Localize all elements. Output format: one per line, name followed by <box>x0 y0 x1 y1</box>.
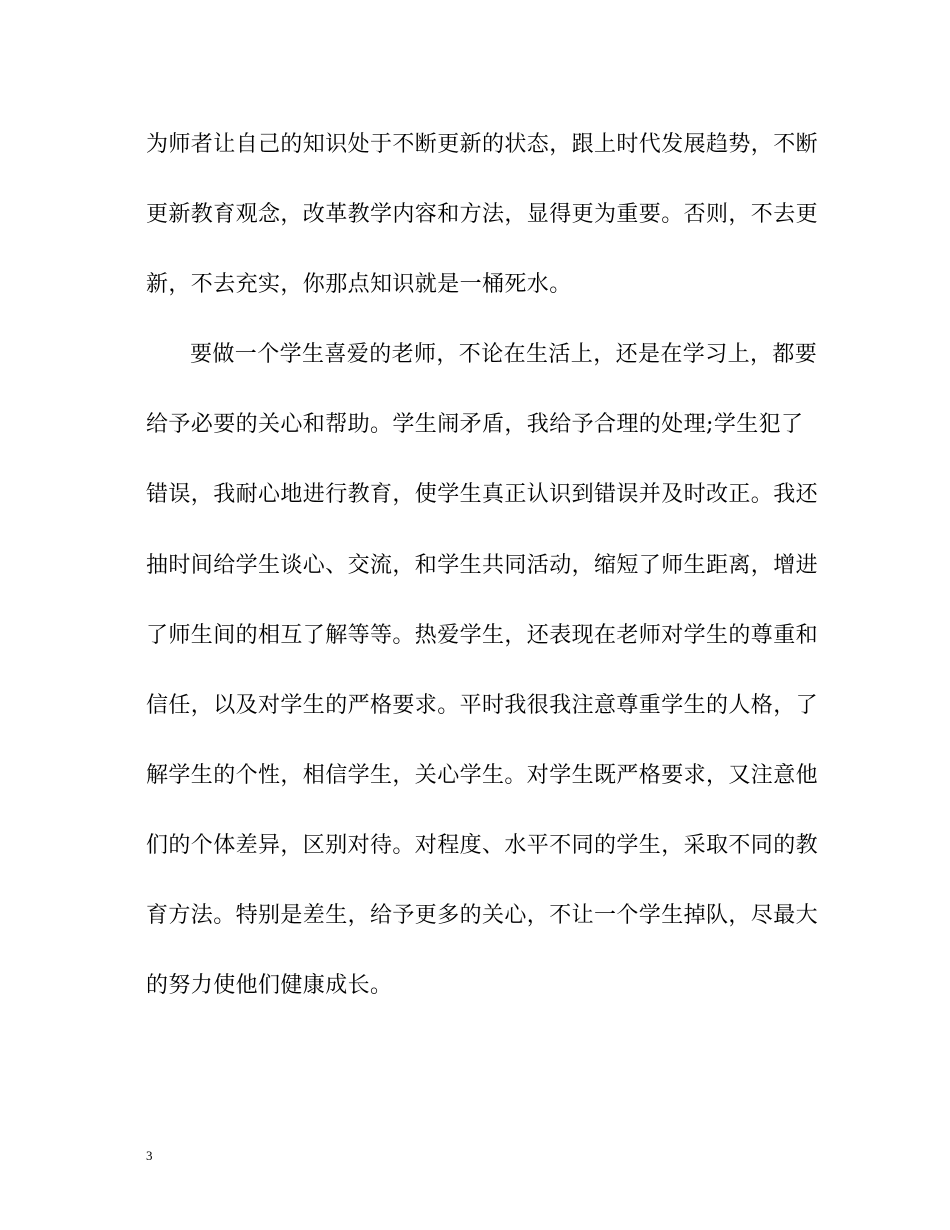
page-number: 3 <box>146 1148 153 1163</box>
text-line: 为师者让自己的知识处于不断更新的状态，跟上时代发展趋势，不断 <box>146 132 819 157</box>
text-line: 给予必要的关心和帮助。学生闹矛盾，我给予合理的处理;学生犯了 <box>146 412 804 437</box>
text-line: 更新教育观念，改革教学内容和方法，显得更为重要。否则，不去更 <box>146 202 819 227</box>
text-line: 抽时间给学生谈心、交流，和学生共同活动，缩短了师生距离，增进 <box>146 553 819 578</box>
text-line: 信任，以及对学生的严格要求。平时我很我注意尊重学生的人格，了 <box>146 693 819 718</box>
text-line: 育方法。特别是差生，给予更多的关心，不让一个学生掉队，尽最大 <box>146 903 819 928</box>
text-line: 解学生的个性，相信学生，关心学生。对学生既严格要求，又注意他 <box>146 763 819 788</box>
text-line: 的努力使他们健康成长。 <box>146 973 393 998</box>
text-line: 了师生间的相互了解等等。热爱学生，还表现在老师对学生的尊重和 <box>146 623 819 648</box>
text-line: 错误，我耐心地进行教育，使学生真正认识到错误并及时改正。我还 <box>146 482 819 507</box>
text-line: 们的个体差异，区别对待。对程度、水平不同的学生，采取不同的教 <box>146 833 819 858</box>
text-line: 新，不去充实，你那点知识就是一桶死水。 <box>146 272 572 297</box>
paragraph-first-line: 要做一个学生喜爱的老师，不论在生活上，还是在学习上，都要 <box>190 342 818 367</box>
